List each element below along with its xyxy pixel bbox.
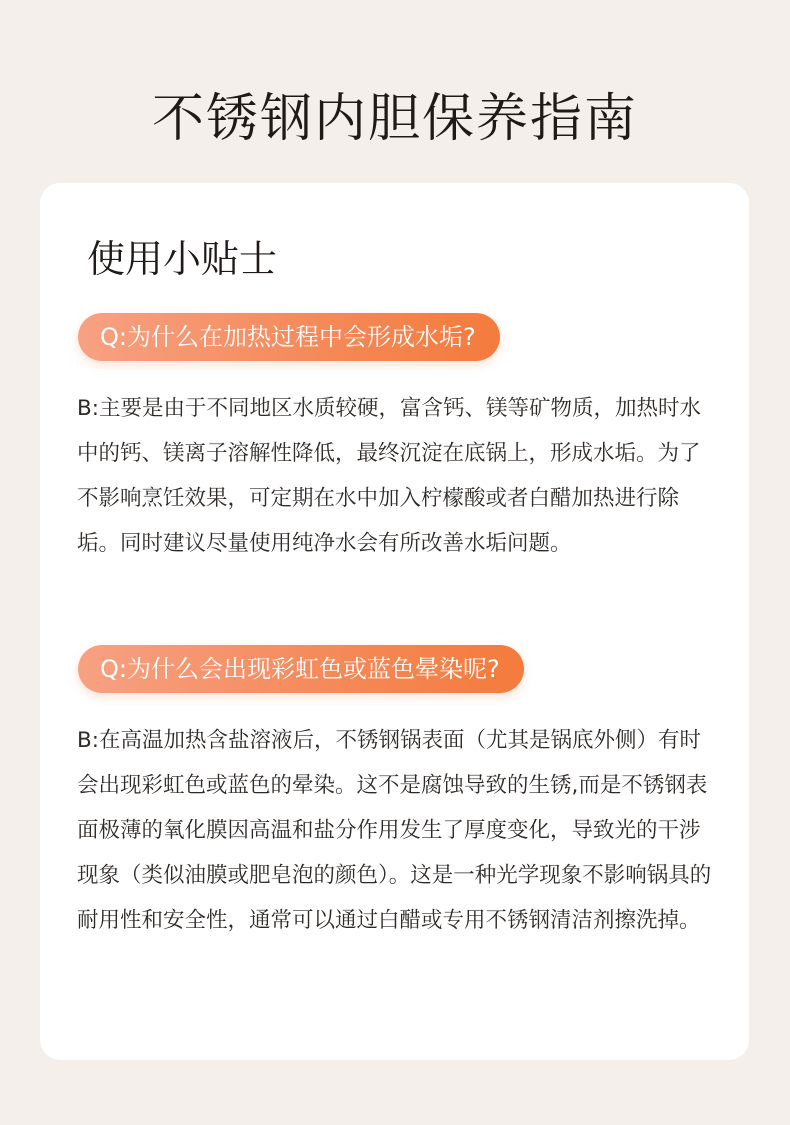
answer-text-1: B:主要是由于不同地区水质较硬，富含钙、镁等矿物质，加热时水中的钙、镁离子溶解性降低，最终沉淀在底锅上，形成水垢。为了不影响烹饪效果，可定期在水中加入柠檬酸或者白醋加热进行除垢。同时建议尽量使用纯净水会有所改善水垢问题。	[77, 396, 701, 556]
section-title: 使用小贴士	[87, 237, 278, 281]
tips-card	[40, 183, 749, 1060]
answer-text-2: B:在高温加热含盐溶液后，不锈钢锅表面（尤其是锅底外侧）有时会出现彩虹色或蓝色的晕染。这不是腐蚀导致的生锈,而是不锈钢表面极薄的氧化膜因高温和盐分作用发生了厚度变化，导致光的干涉现象（类似油膜或肥皂泡的颜色）。这是一种光学现象不影响锅具的耐用性和安全性，通常可以通过白醋或专用不锈钢清洁剂擦洗掉。	[77, 728, 712, 933]
page-title: 不锈钢内胆保养指南	[151, 88, 638, 149]
question-badge-1: Q:为什么在加热过程中会形成水垢?	[78, 313, 500, 361]
question-badge-2: Q:为什么会出现彩虹色或蓝色晕染呢?	[78, 645, 524, 693]
